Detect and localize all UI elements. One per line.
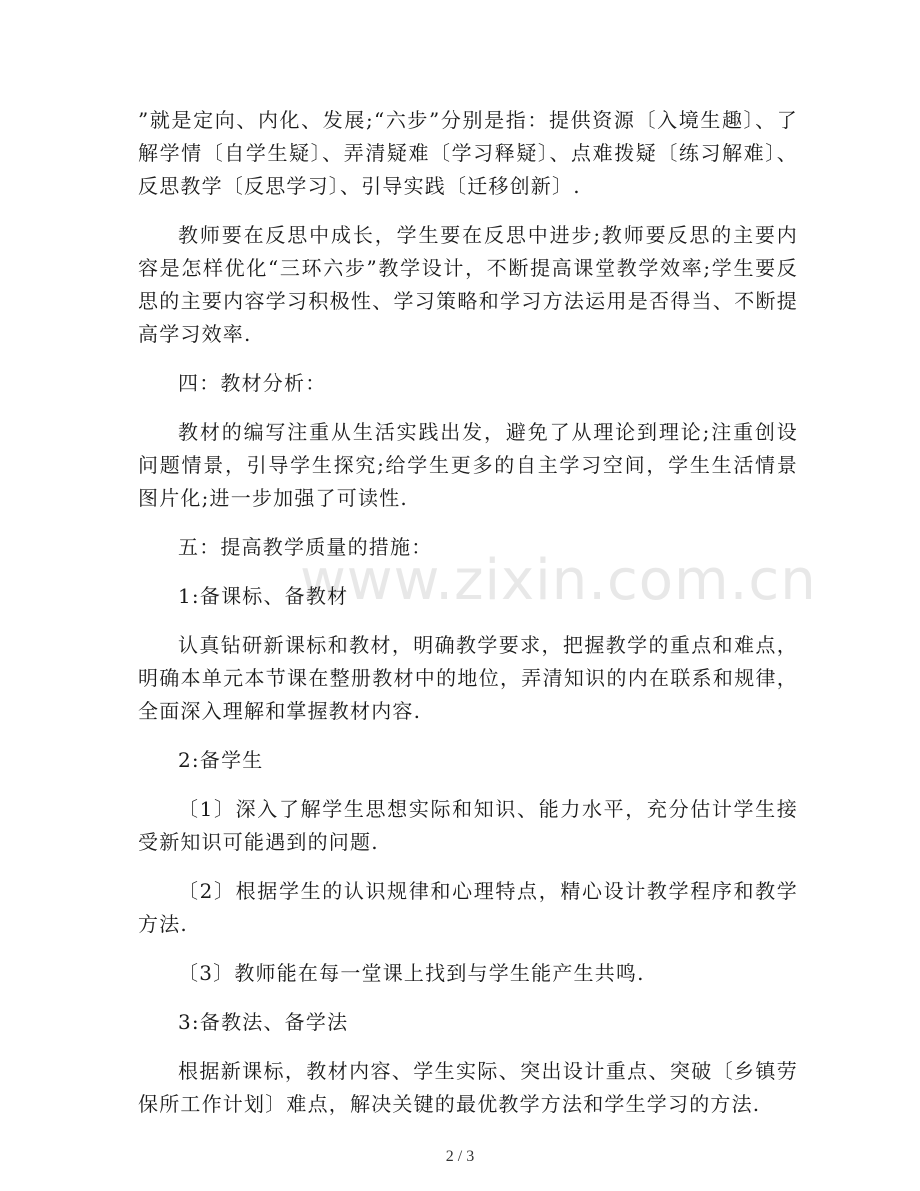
list-item-2: 〔2〕根据学生的认识规律和心理特点，精心设计教学程序和教学方法.: [138, 879, 798, 936]
paragraph-textbook-analysis: 教材的编写注重从生活实践出发，避免了从理论到理论;注重创设问题情景，引导学生探究;给学生更多的自主学习空间，学生生活情景图片化;进一步加强了可读性.: [138, 420, 798, 510]
list-item-1: 〔1〕深入了解学生思想实际和知识、能力水平，充分估计学生接受新知识可能遇到的问题.: [138, 797, 798, 854]
section-heading-measures: 五：提高教学质量的措施：: [178, 535, 433, 559]
list-item-3: 〔3〕教师能在每一堂课上找到与学生能产生共鸣.: [178, 961, 645, 985]
section-heading-textbook-analysis: 四：教材分析：: [178, 371, 327, 395]
page-number: 2 / 3: [445, 1148, 475, 1165]
document-body: [138, 104, 798, 1137]
watermark: www.zixin.com.cn: [300, 548, 817, 613]
subheading-curriculum: 1:备课标、备教材: [178, 584, 349, 608]
paragraph-continuation: ”就是定向、内化、发展;“六步”分别是指：提供资源〔入境生趣〕、了解学情〔自学生疑〕、弄清疑难〔学习释疑〕、点难拨疑〔练习解难〕、反思教学〔反思学习〕、引导实践〔迁移创新〕.: [138, 108, 798, 198]
subheading-students: 2:备学生: [178, 748, 264, 772]
paragraph-methods: 根据新课标，教材内容、学生实际、突出设计重点、突破〔乡镇劳保所工作计划〕难点，解决关键的最优教学方法和学生学习的方法.: [138, 1059, 798, 1116]
paragraph-reflection: 教师要在反思中成长，学生要在反思中进步;教师要反思的主要内容是怎样优化“三环六步”教学设计，不断提高课堂教学效率;学生要反思的主要内容学习积极性、学习策略和学习方法运用是否得当、不断提高学习效率.: [138, 223, 798, 346]
paragraph-curriculum: 认真钻研新课标和教材，明确教学要求，把握教学的重点和难点，明确本单元本节课在整册教材中的地位，弄清知识的内在联系和规律，全面深入理解和掌握教材内容.: [138, 633, 798, 723]
subheading-methods: 3:备教法、备学法: [178, 1010, 349, 1034]
